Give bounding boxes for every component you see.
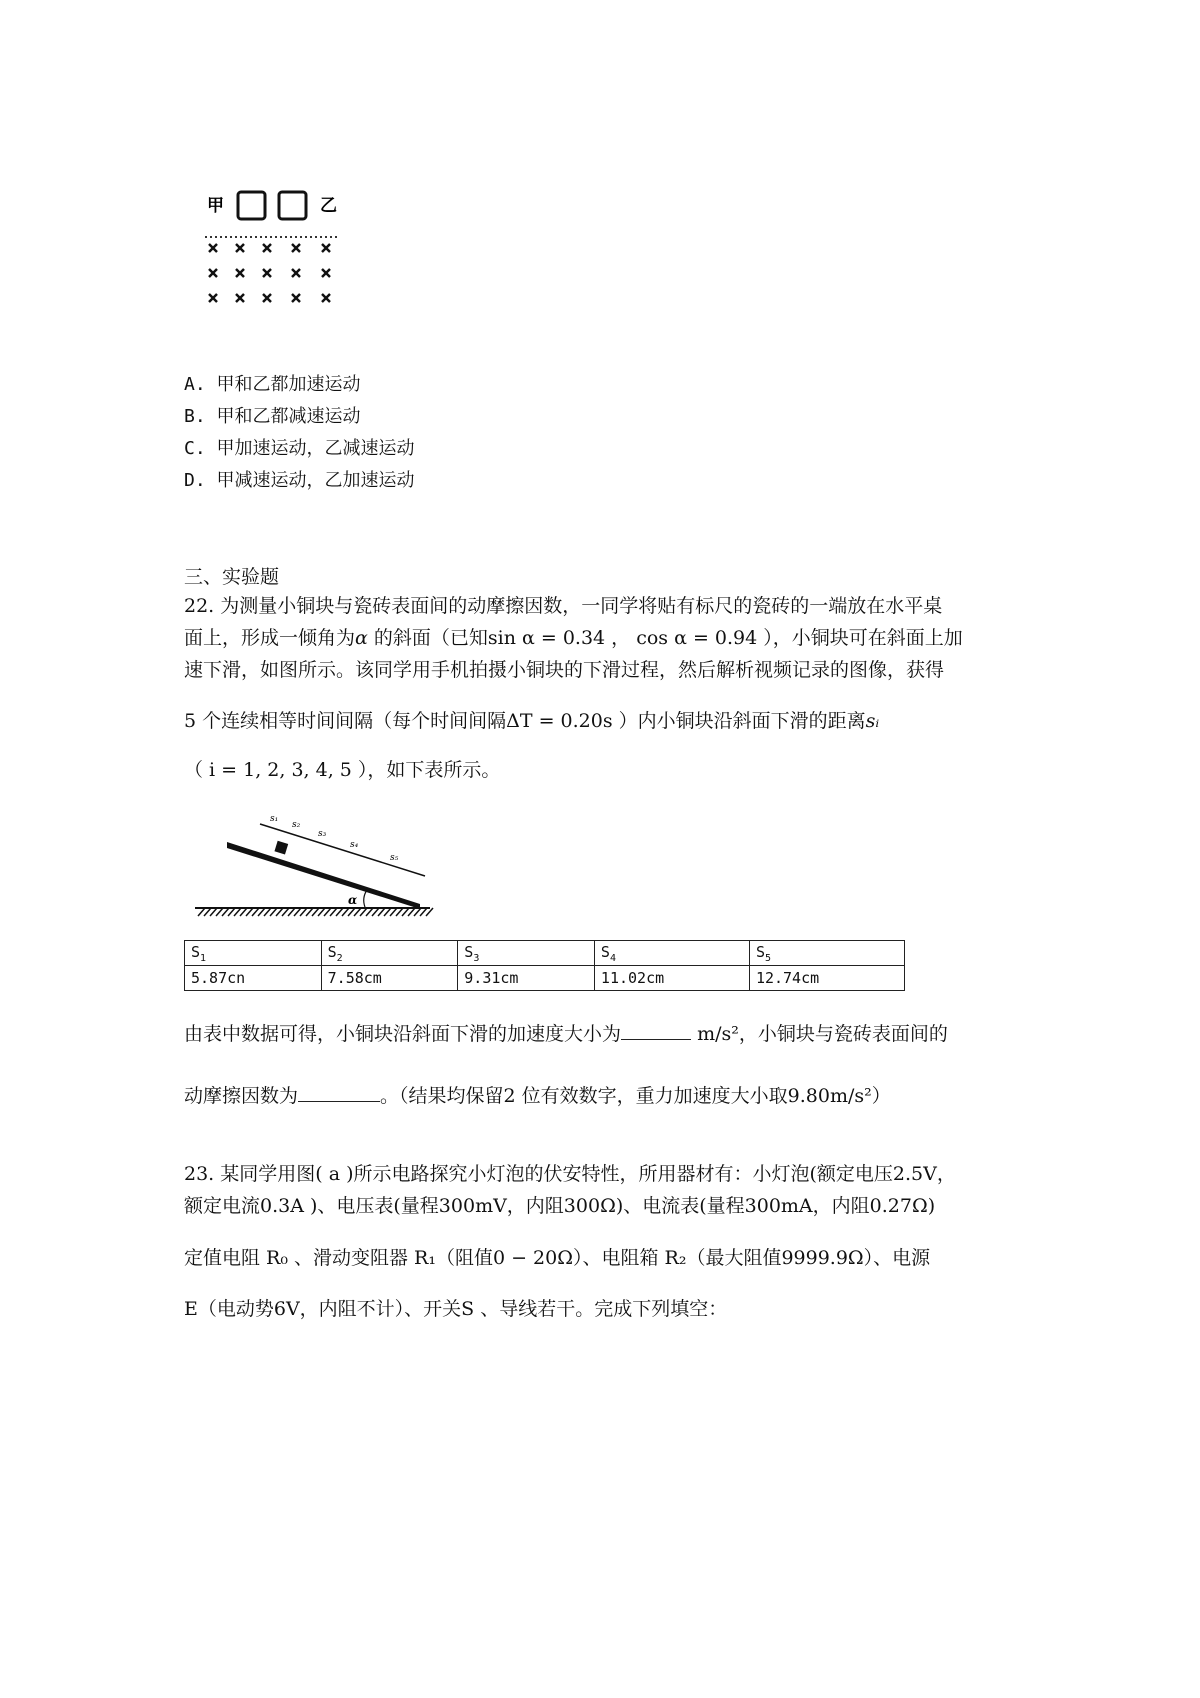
blank-friction[interactable] <box>298 1083 380 1102</box>
q23-line2: 额定电流0.3A )、电压表(量程300mV，内阻300Ω)、电流表(量程300mA，内阻0.27Ω) <box>184 1195 936 1217</box>
label-s5: s₅ <box>390 853 399 863</box>
q22-line1: 22. 为测量小铜块与瓷砖表面间的动摩擦因数，一同学将贴有标尺的瓷砖的一端放在水平桌 <box>184 595 943 617</box>
table-cell: 5.87cn <box>185 966 322 991</box>
label-s2: s₂ <box>292 820 301 830</box>
table-header-cell: $S_4$ <box>594 941 749 966</box>
q22-answer-line1: 由表中数据可得，小铜块沿斜面下滑的加速度大小为 m/s²，小铜块与瓷砖表面间的 <box>184 1023 948 1045</box>
hatch-mark <box>348 908 355 916</box>
q22-line3: 速下滑，如图所示。该同学用手机拍摄小铜块的下滑过程，然后解析视频记录的图像，获得 <box>184 659 945 681</box>
hatch-mark <box>420 908 427 916</box>
hatch-mark <box>306 908 313 916</box>
hatch-mark <box>318 908 325 916</box>
table-header-cell: $S_5$ <box>749 941 904 966</box>
hatch-mark <box>210 908 217 916</box>
hatch-mark <box>384 908 391 916</box>
hatch-mark <box>426 908 433 916</box>
hatch-mark <box>414 908 421 916</box>
hatch-mark <box>342 908 349 916</box>
hatch-mark <box>198 908 205 916</box>
distance-table <box>184 940 905 991</box>
blank-acceleration[interactable] <box>621 1021 691 1040</box>
label-s1: s₁ <box>270 814 279 824</box>
field-cross-marks <box>209 244 330 302</box>
hatch-mark <box>360 908 367 916</box>
hatch-mark <box>216 908 223 916</box>
option-a: A. 甲和乙都加速运动 <box>184 374 361 395</box>
label-jia: 甲 <box>207 196 224 216</box>
option-c: C. 甲加速运动，乙减速运动 <box>184 438 415 459</box>
hatch-mark <box>390 908 397 916</box>
q22-line5: （ i = 1, 2, 3, 4, 5 ），如下表所示。 <box>184 759 501 781</box>
hatch-mark <box>228 908 235 916</box>
hatch-mark <box>204 908 211 916</box>
label-yi: 乙 <box>320 196 337 216</box>
hatch-mark <box>276 908 283 916</box>
ground-hatch <box>198 908 433 916</box>
hatch-mark <box>372 908 379 916</box>
table-row <box>185 966 905 991</box>
hatch-mark <box>396 908 403 916</box>
hatch-mark <box>264 908 271 916</box>
q23-line4: E（电动势6V，内阻不计）、开关S 、导线若干。完成下列填空： <box>184 1298 728 1320</box>
label-s3: s₃ <box>318 829 327 839</box>
section-title: 三、实验题 <box>184 566 280 588</box>
option-d: D. 甲减速运动，乙加速运动 <box>184 470 415 491</box>
table-header-row <box>185 941 905 966</box>
option-b: B. 甲和乙都减速运动 <box>184 406 361 427</box>
hatch-mark <box>300 908 307 916</box>
hatch-mark <box>222 908 229 916</box>
hatch-mark <box>288 908 295 916</box>
hatch-mark <box>408 908 415 916</box>
table-header-cell: $S_3$ <box>458 941 595 966</box>
copper-block <box>274 841 288 855</box>
hatch-mark <box>258 908 265 916</box>
q22-line4: 5 个连续相等时间间隔（每个时间间隔ΔT = 0.20s ）内小铜块沿斜面下滑的距离sᵢ <box>184 710 880 732</box>
table-cell: 7.58cm <box>321 966 458 991</box>
hatch-mark <box>234 908 241 916</box>
hatch-mark <box>324 908 331 916</box>
incline-figure <box>190 810 435 920</box>
q22-line2: 面上，形成一倾角为α 的斜面（已知sin α = 0.34 ， cos α = 0.94 ），小铜块可在斜面上加 <box>184 627 963 649</box>
hatch-mark <box>354 908 361 916</box>
coil-jia <box>238 192 265 219</box>
hatch-mark <box>366 908 373 916</box>
q23-line1: 23. 某同学用图( a )所示电路探究小灯泡的伏安特性，所用器材有：小灯泡(额定电压2.5V， <box>184 1163 956 1185</box>
label-s4: s₄ <box>350 840 359 850</box>
hatch-mark <box>312 908 319 916</box>
q23-line3: 定值电阻 R₀ 、滑动变阻器 R₁（阻值0 − 20Ω）、电阻箱 R₂（最大阻值9999.9Ω）、电源 <box>184 1247 931 1269</box>
hatch-mark <box>378 908 385 916</box>
magnetic-field-figure <box>205 180 385 330</box>
hatch-mark <box>336 908 343 916</box>
label-alpha: α <box>348 893 358 907</box>
table-cell: 12.74cm <box>749 966 904 991</box>
hatch-mark <box>282 908 289 916</box>
hatch-mark <box>270 908 277 916</box>
table-cell: 9.31cm <box>458 966 595 991</box>
hatch-mark <box>252 908 259 916</box>
table-cell: 11.02cm <box>594 966 749 991</box>
table-header-cell: $S_1$ <box>185 941 322 966</box>
hatch-mark <box>330 908 337 916</box>
angle-arc <box>364 890 367 907</box>
hatch-mark <box>294 908 301 916</box>
q22-answer-line2: 动摩擦因数为 。（结果均保留2 位有效数字，重力加速度大小取9.80m/s²） <box>184 1085 891 1107</box>
coil-yi <box>279 192 306 219</box>
hatch-mark <box>402 908 409 916</box>
hatch-mark <box>240 908 247 916</box>
hatch-mark <box>246 908 253 916</box>
table-header-cell: $S_2$ <box>321 941 458 966</box>
